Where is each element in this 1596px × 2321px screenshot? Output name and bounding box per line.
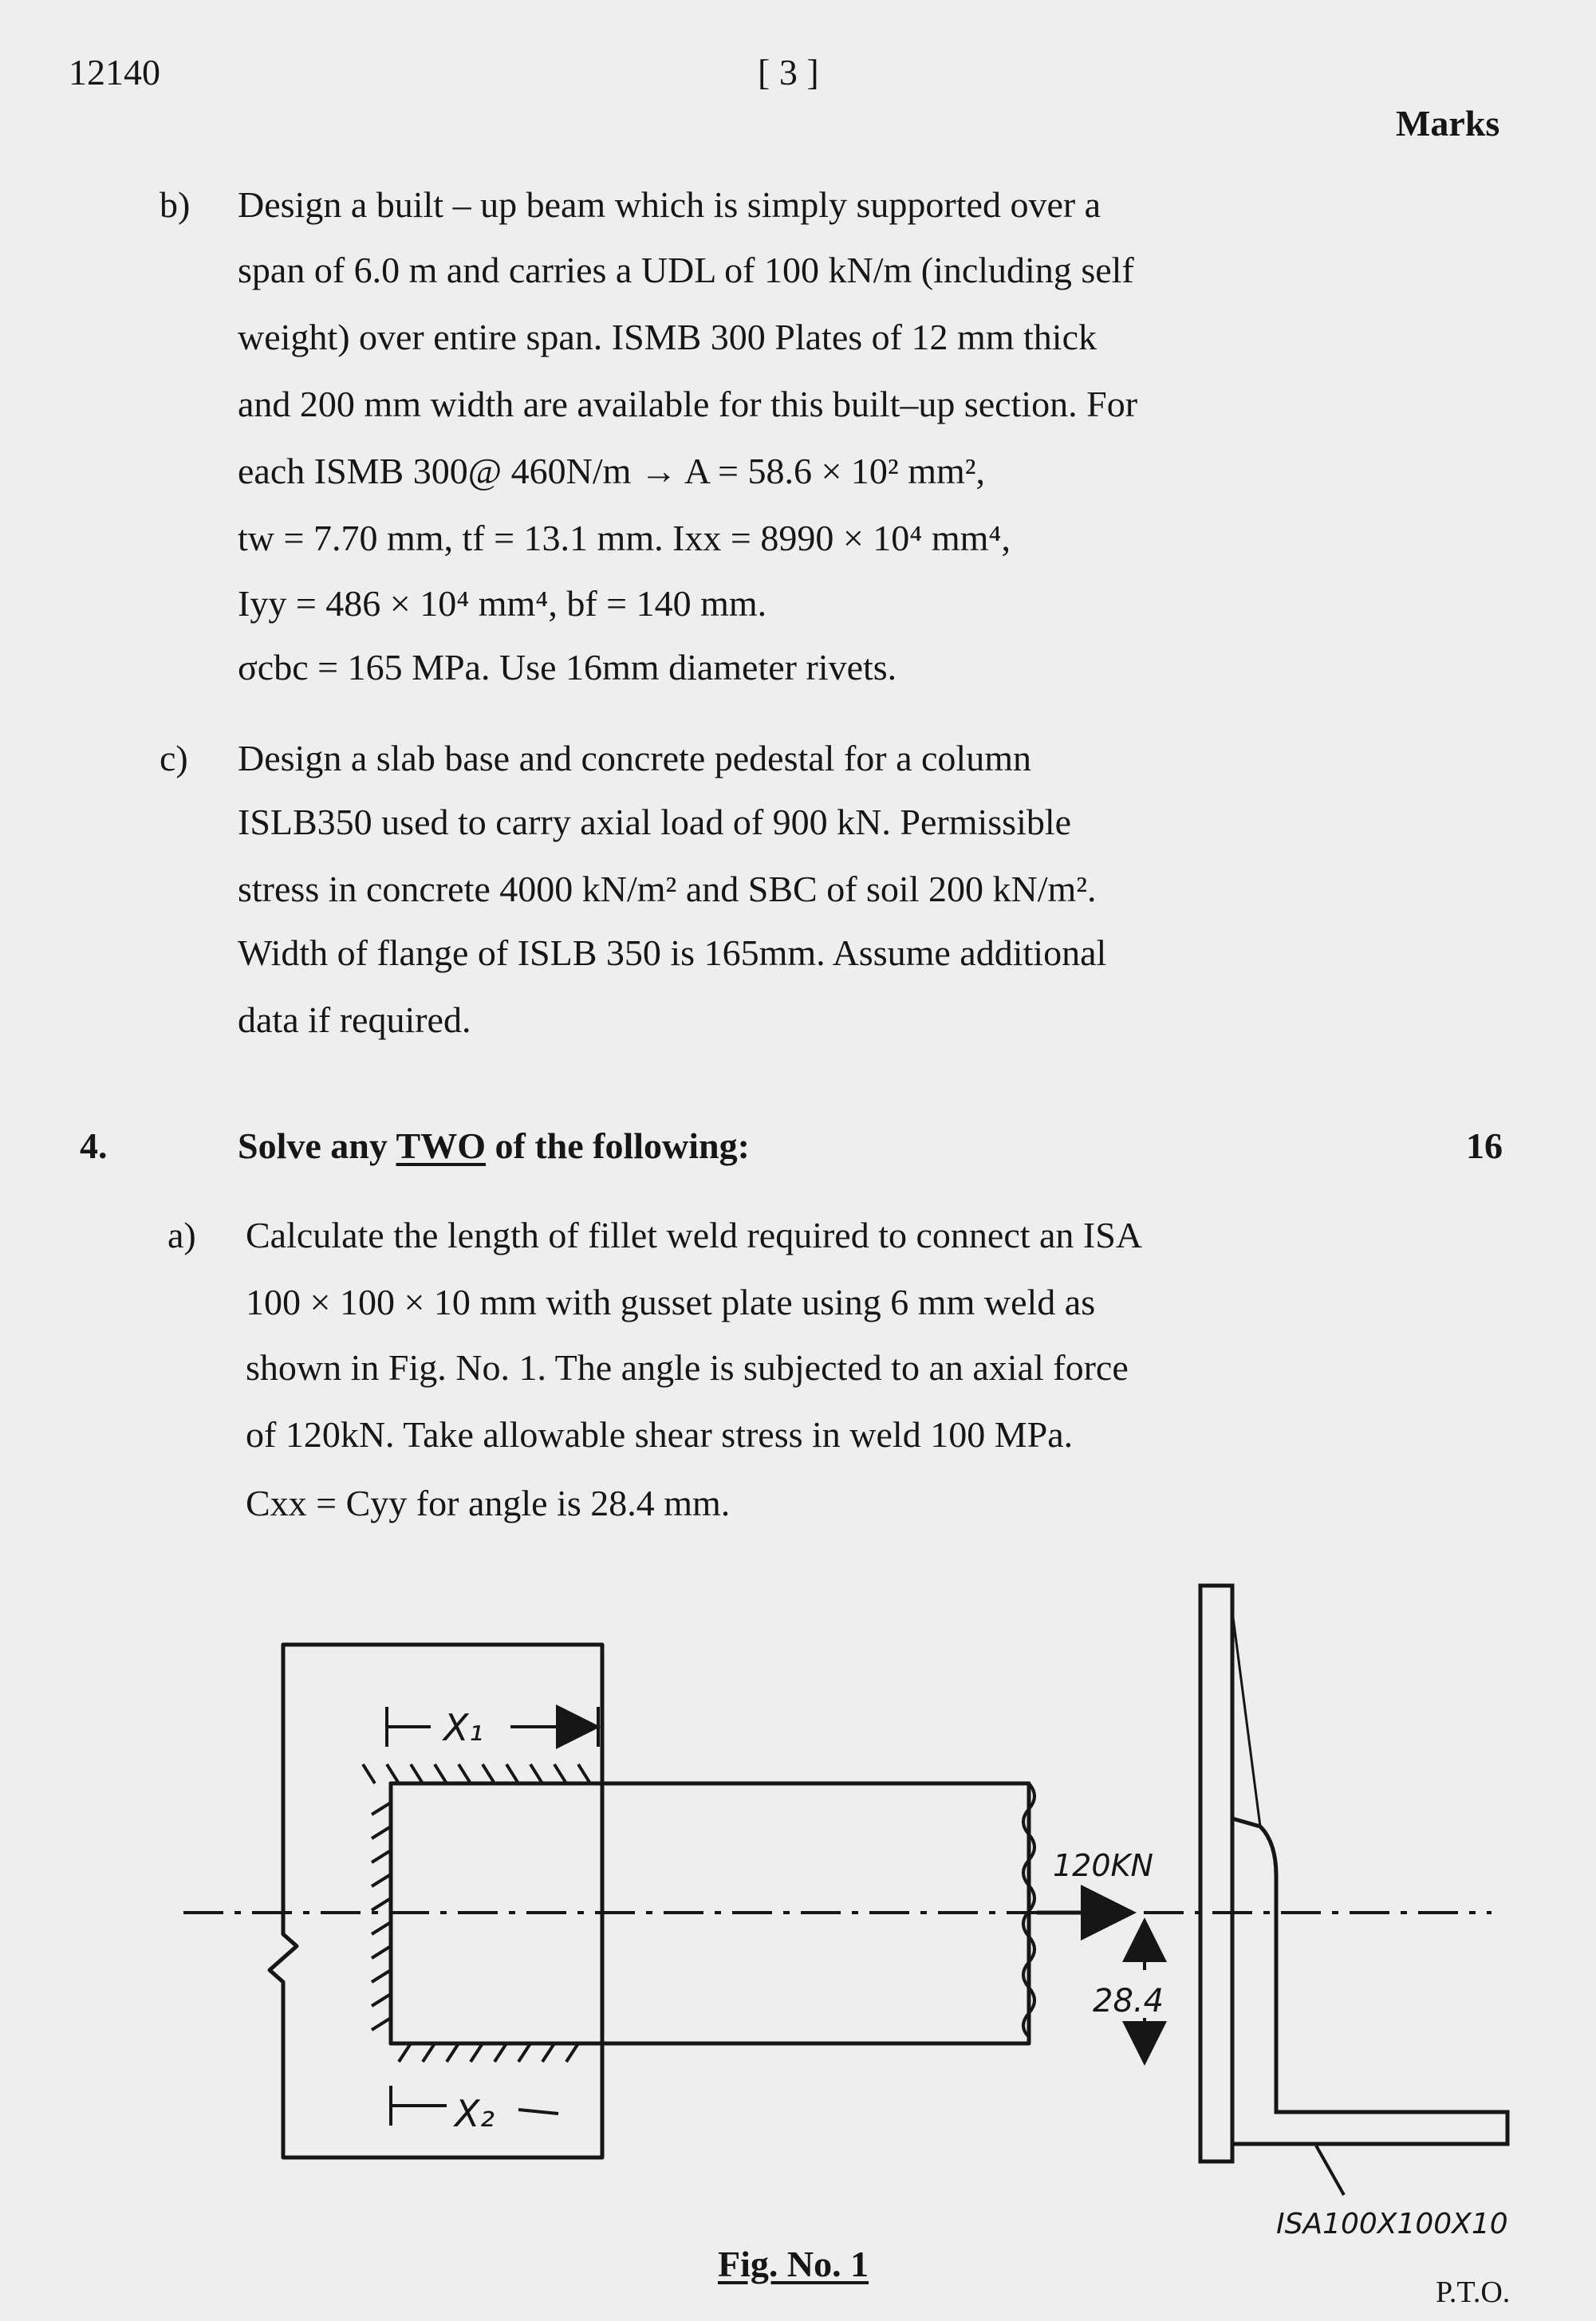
- q4a-line-1: Calculate the length of fillet weld required to connect an ISA: [246, 1215, 1143, 1255]
- q3c-label: c): [160, 738, 188, 778]
- cxx-label: 28.4: [1093, 1983, 1164, 2020]
- pto-note: P.T.O.: [1436, 2276, 1511, 2309]
- q4a-line-4: of 120kN. Take allowable shear stress in weld 100 MPa.: [246, 1414, 1074, 1455]
- x1-label: X₁: [443, 1706, 483, 1749]
- q3b-line-3: weight) over entire span. ISMB 300 Plates of 12 mm thick: [238, 317, 1097, 357]
- q4-number: 4.: [80, 1125, 108, 1166]
- gusset-plate-side: [1200, 1586, 1232, 2161]
- q3c-line-2: ISLB350 used to carry axial load of 900 kN. Permissible: [238, 802, 1072, 842]
- q4-instruction-underlined: TWO: [396, 1125, 487, 1166]
- q4a-line-2: 100 × 100 × 10 mm with gusset plate using 6 mm weld as: [246, 1282, 1096, 1322]
- section-label: ISA100X100X10: [1276, 2208, 1508, 2240]
- q3b-line-5: each ISMB 300@ 460N/m → A = 58.6 × 10² mm²,: [238, 451, 986, 491]
- weld-hatch-end: [372, 1803, 391, 2030]
- q4-marks: 16: [1466, 1125, 1503, 1166]
- q3c-line-3: stress in concrete 4000 kN/m² and SBC of soil 200 kN/m².: [238, 869, 1097, 909]
- q3b-line-8: σcbc = 165 MPa. Use 16mm diameter rivets.: [238, 647, 897, 688]
- gusset-plate: [270, 1645, 602, 2157]
- angle-leg-side: [1232, 1819, 1507, 2144]
- q3c-line-5: data if required.: [238, 999, 471, 1040]
- q4-instruction-suffix: of the following:: [486, 1125, 750, 1166]
- force-label: 120KN: [1053, 1848, 1153, 1883]
- q4a-line-5: Cxx = Cyy for angle is 28.4 mm.: [246, 1483, 731, 1523]
- q4a-line-3: shown in Fig. No. 1. The angle is subjected to an axial force: [246, 1347, 1129, 1388]
- x2-label: X₂: [455, 2092, 495, 2135]
- q4-instruction-prefix: Solve any: [238, 1125, 396, 1166]
- paper-code: 12140: [69, 52, 160, 93]
- q3c-line-1: Design a slab base and concrete pedestal for a column: [238, 738, 1031, 778]
- q3b-line-4: and 200 mm width are available for this built–up section. For: [238, 384, 1138, 424]
- figure-caption: Fig. No. 1: [718, 2244, 869, 2284]
- marks-heading: Marks: [1396, 103, 1500, 144]
- weld-hatch-bottom: [399, 2043, 578, 2062]
- q3b-line-7: Iyy = 486 × 10⁴ mm⁴, bf = 140 mm.: [238, 583, 767, 624]
- section-leader: [1316, 2146, 1344, 2195]
- q3b-line-6: tw = 7.70 mm, tf = 13.1 mm. Ixx = 8990 × 10⁴ mm⁴,: [238, 518, 1011, 558]
- weld-hatch-top: [363, 1764, 590, 1783]
- page-number: [ 3 ]: [758, 52, 819, 93]
- q4a-label: a): [167, 1215, 196, 1255]
- q3b-line-1: Design a built – up beam which is simply supported over a: [238, 184, 1101, 225]
- x1-dimension: [387, 1707, 598, 1747]
- q3c-line-4: Width of flange of ISLB 350 is 165mm. Assume additional: [238, 932, 1107, 973]
- q3b-label: b): [160, 184, 191, 225]
- q3b-line-2: span of 6.0 m and carries a UDL of 100 kN/m (including self: [238, 250, 1134, 290]
